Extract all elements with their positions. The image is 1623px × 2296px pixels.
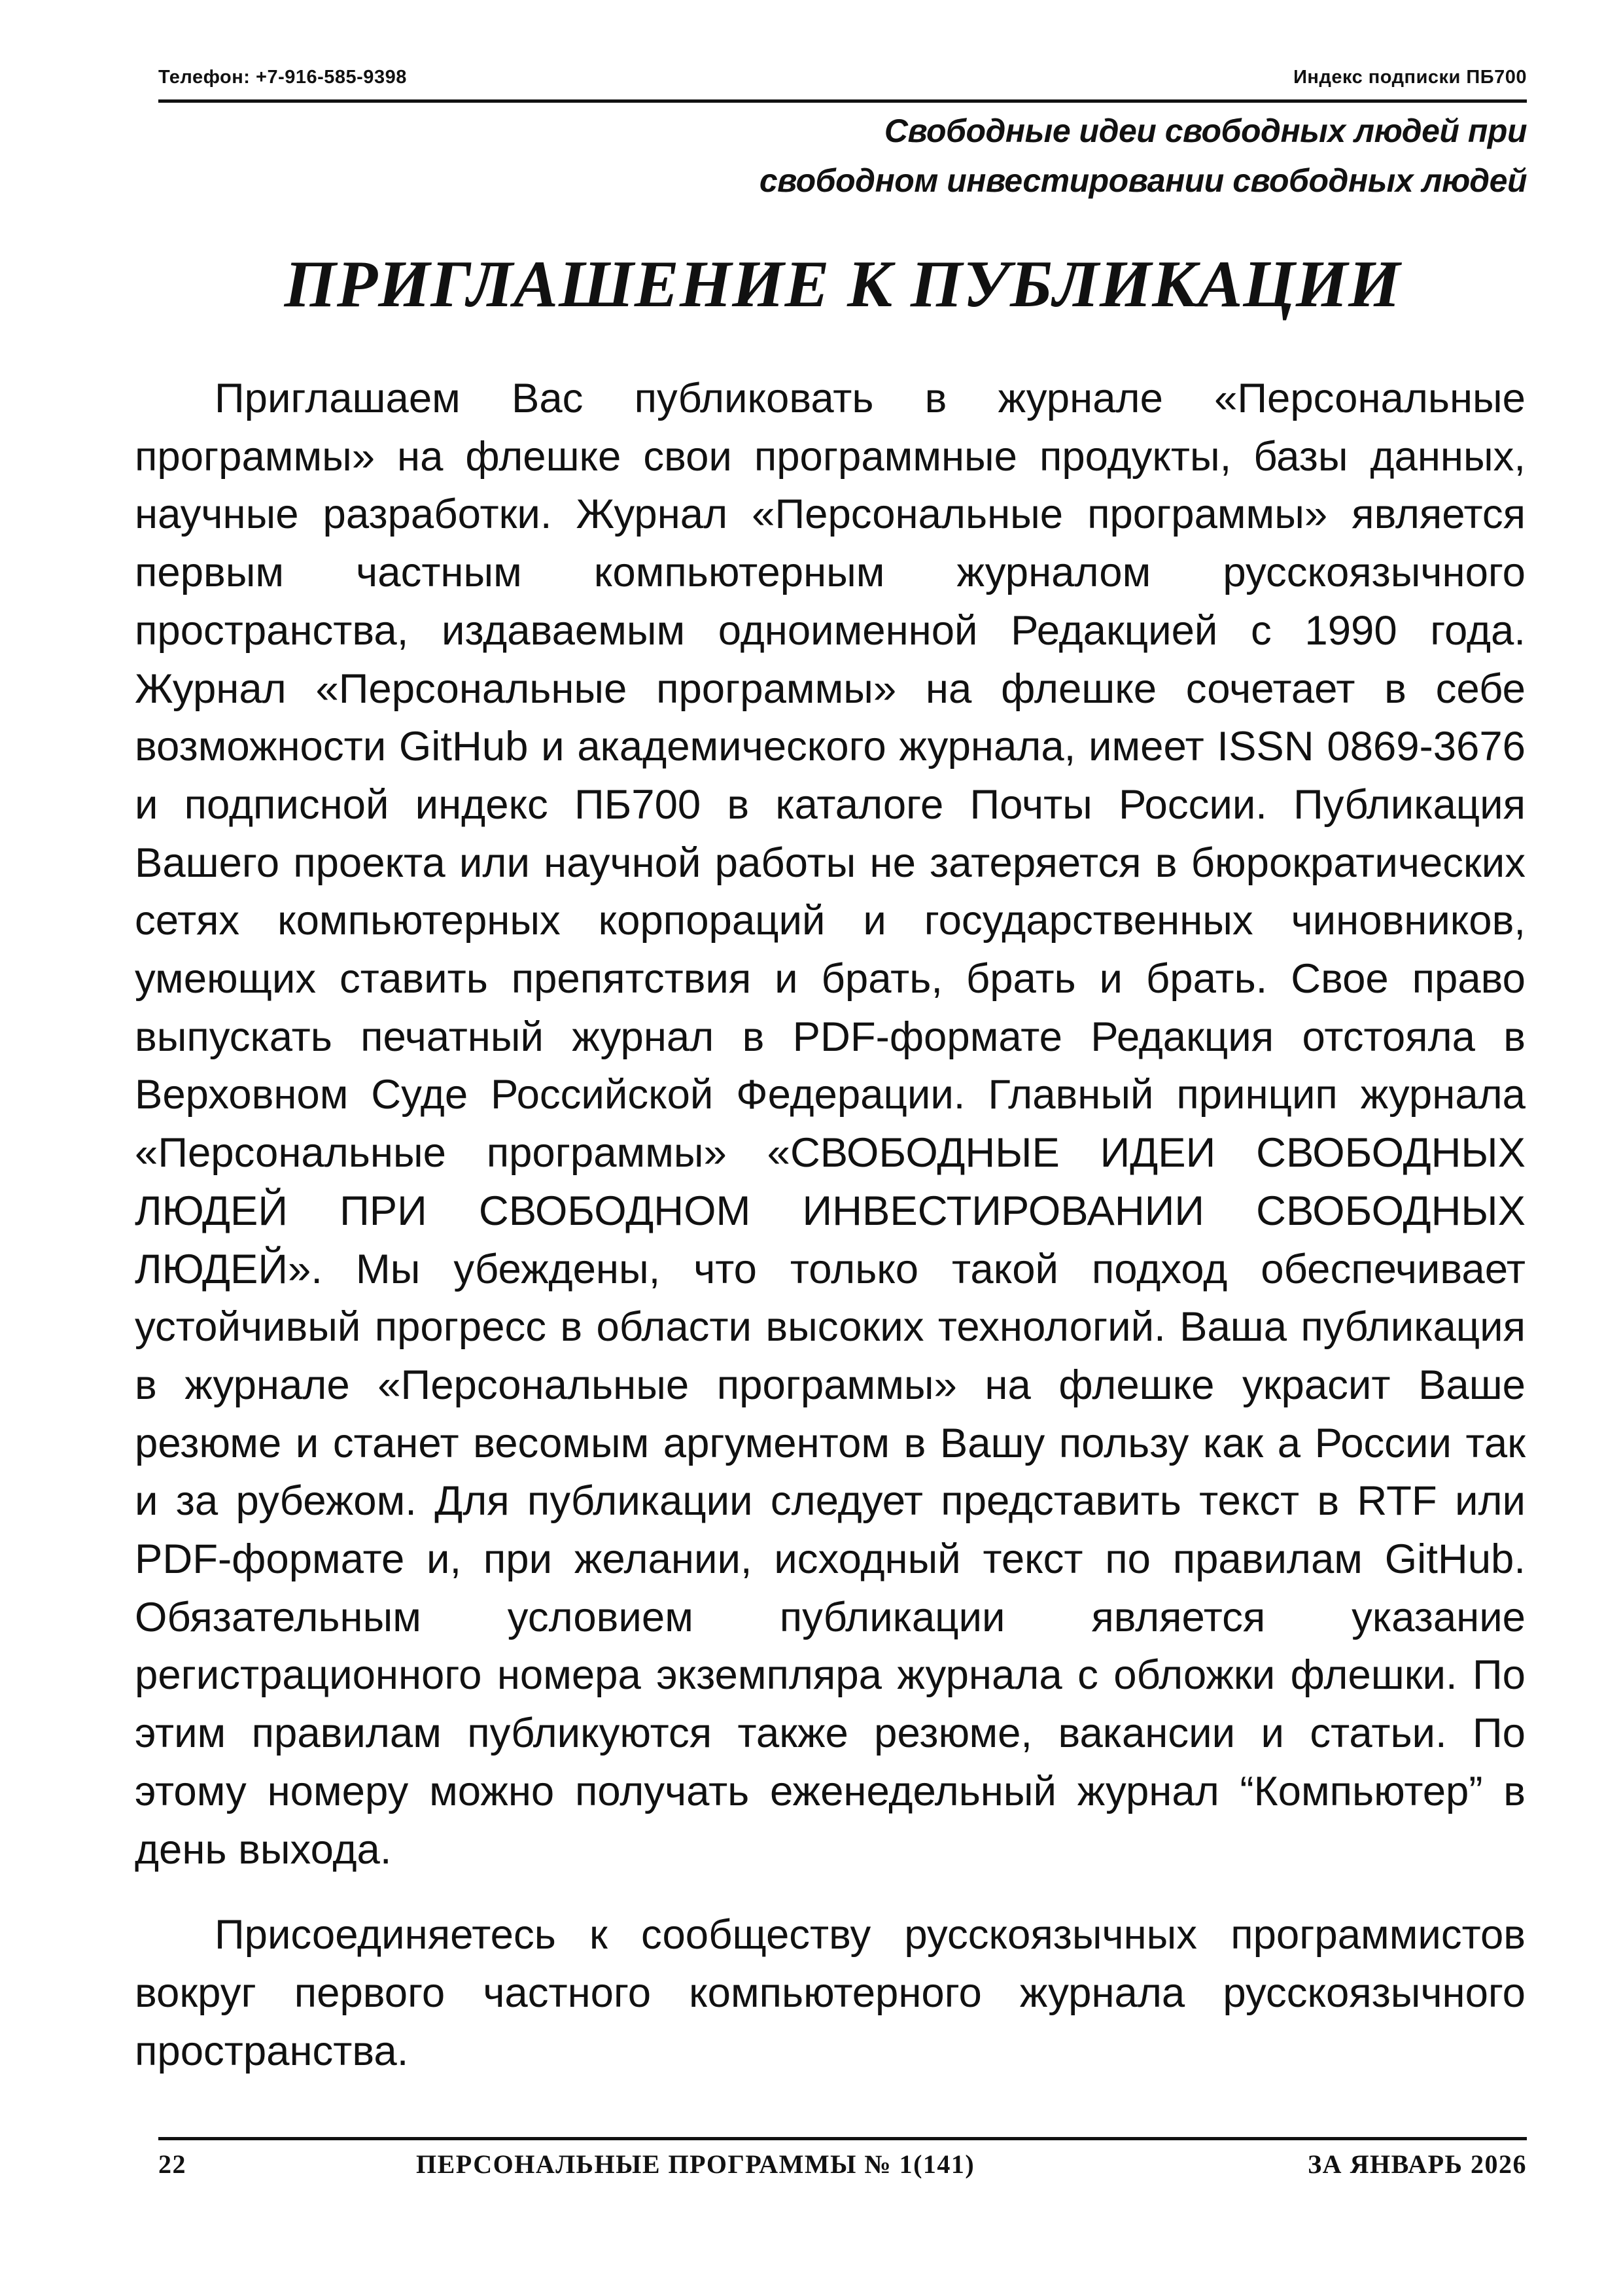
issue-date: ЗА ЯНВАРЬ 2026	[1308, 2149, 1527, 2179]
journal-issue: ПЕРСОНАЛЬНЫЕ ПРОГРАММЫ № 1(141)	[416, 2149, 975, 2179]
running-footer	[158, 2144, 1527, 2183]
motto-line-1: Свободные идеи свободных людей при	[884, 113, 1527, 149]
page-number: 22	[158, 2149, 186, 2179]
motto	[611, 106, 1527, 205]
motto-line-2: свободном инвестировании свободных людей	[759, 162, 1527, 199]
page-title: ПРИГЛАШЕНИЕ К ПУБЛИКАЦИИ	[284, 247, 1401, 321]
header-subscription-index: Индекс подписки ПБ700	[1293, 67, 1527, 88]
paragraph-join: Присоединяетесь к сообществу русскоязычных программистов вокруг первого частного компьютерного журнала русскоязычного пространства.	[135, 1912, 1526, 2074]
header-divider	[158, 99, 1527, 103]
header-phone: Телефон: +7-916-585-9398	[158, 67, 407, 88]
running-header	[158, 60, 1527, 93]
footer-divider	[158, 2137, 1527, 2140]
article-body	[135, 370, 1526, 2080]
paragraph-invitation: Приглашаем Вас публиковать в журнале «Персональные программы» на флешке свои программные продукты, базы данных, научные разработки. Журнал «Персональные программы» является первым частным компьютерным журналом русскоязычного пространства, издаваемым одноименной Редакцией с 1990 года. Журнал «Персональные программы» на флешке сочетает в себе возможности GitHub и академического журнала, имеет ISSN 0869-3676 и подписной индекс ПБ700 в каталоге Почты России. Публикация Вашего проекта или научной работы не затеряется в бюрократических сетях компьютерных корпораций и государственных чиновников, умеющих ставить препятствия и брать, брать и брать. Свое право выпускать печатный журнал в PDF-формате Редакция отстояла в Верховном Суде Российской Федерации. Главный принцип журнала «Персональные программы» «СВОБОДНЫЕ ИДЕИ СВОБОДНЫХ ЛЮДЕЙ ПРИ СВОБОДНОМ ИНВЕСТИРОВАНИИ СВОБОДНЫХ ЛЮДЕЙ». Мы убеждены, что только такой подход обеспечивает устойчивый прогресс в области высоких технологий. Ваша публикация в журнале «Персональные программы» на флешке украсит Ваше резюме и станет весомым аргументом в Вашу пользу как а России так и за рубежом. Для публикации следует представить текст в RTF или PDF-формате и, при желании, исходный текст по правилам GitHub. Обязательным условием публикации является указание регистрационного номера экземпляра журнала с обложки флешки. По этим правилам публикуются также резюме, вакансии и статьи. По этому номеру можно получать еженедельный журнал “Компьютер” в день выхода.	[135, 376, 1526, 1873]
